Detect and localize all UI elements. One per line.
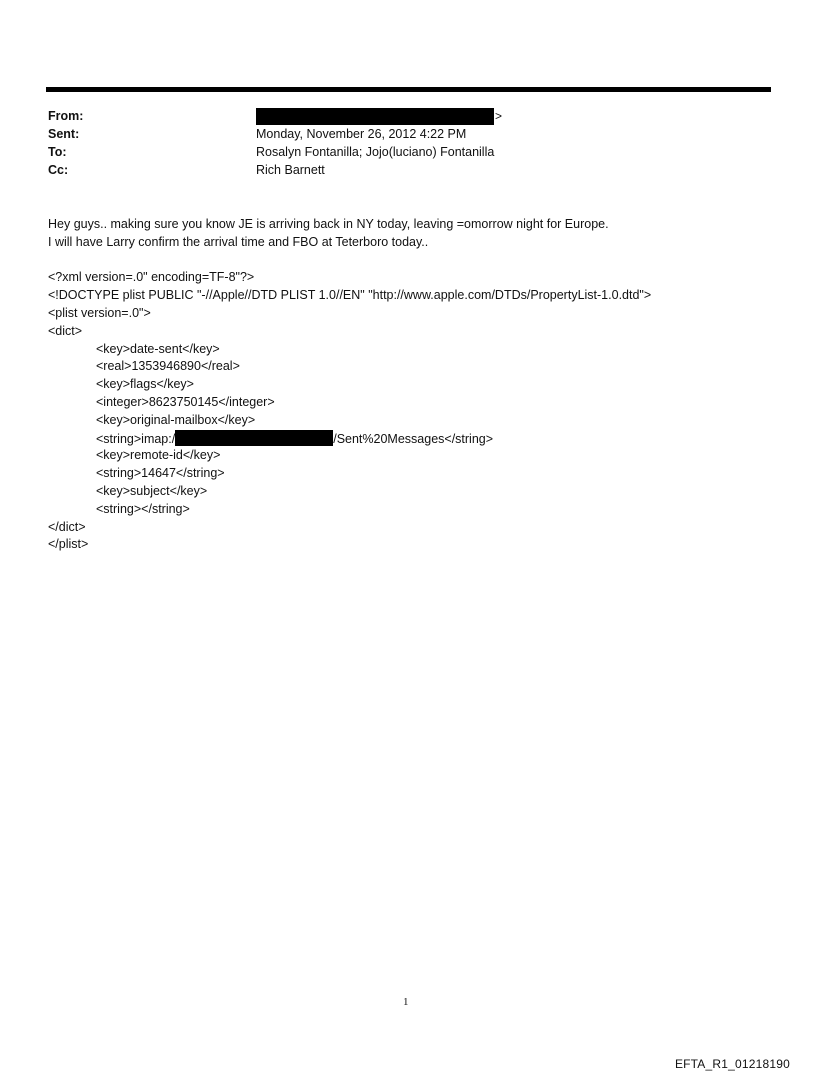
integer-value: <integer>8623750145</integer> — [96, 394, 275, 409]
string-imap-suffix: /Sent%20Messages</string> — [333, 431, 494, 446]
string-imap — [48, 430, 788, 448]
redaction-block — [175, 430, 333, 446]
key-original-mailbox: <key>original-mailbox</key> — [96, 412, 256, 427]
string-subject: <string></string> — [96, 501, 190, 516]
to-label: To: — [48, 145, 67, 159]
from-label: From: — [48, 109, 84, 123]
key-subject: <key>subject</key> — [96, 483, 208, 498]
cc-row — [48, 161, 748, 179]
dict-close: </dict> — [48, 519, 86, 534]
sent-value: Monday, November 26, 2012 4:22 PM — [256, 127, 467, 141]
body-line-2: I will have Larry confirm the arrival time and FBO at Teterboro today.. — [48, 234, 429, 249]
cc-label: Cc: — [48, 163, 69, 177]
to-row — [48, 143, 748, 161]
document-id: EFTA_R1_01218190 — [674, 1057, 790, 1071]
plist-open: <plist version=.0"> — [48, 305, 151, 320]
dict-open: <dict> — [48, 323, 83, 338]
email-body — [48, 216, 788, 554]
xml-declaration: <?xml version=.0" encoding=TF-8"?> — [48, 270, 255, 285]
sent-row — [48, 125, 748, 143]
to-value: Rosalyn Fontanilla; Jojo(luciano) Fontanilla — [256, 145, 495, 159]
key-flags: <key>flags</key> — [96, 377, 194, 392]
header-rule — [46, 87, 771, 92]
page-number: 1 — [403, 996, 409, 1008]
doctype-line: <!DOCTYPE plist PUBLIC "-//Apple//DTD PLIST 1.0//EN" "http://www.apple.com/DTDs/PropertyList-1.0.dtd"> — [48, 288, 652, 303]
from-row — [48, 107, 748, 125]
from-suffix: > — [495, 109, 503, 123]
real-value: <real>1353946890</real> — [96, 359, 240, 374]
string-remote-id: <string>14647</string> — [96, 466, 225, 481]
cc-value: Rich Barnett — [256, 163, 325, 177]
blank-line — [48, 252, 788, 270]
redaction-block — [256, 108, 494, 125]
plist-close: </plist> — [48, 537, 89, 552]
string-imap-prefix: <string>imap:/ — [96, 431, 176, 446]
sent-label: Sent: — [48, 127, 80, 141]
key-date-sent: <key>date-sent</key> — [96, 341, 220, 356]
email-header — [48, 107, 748, 179]
body-line-1: Hey guys.. making sure you know JE is arriving back in NY today, leaving =omorrow night for Europe. — [48, 217, 609, 231]
key-remote-id: <key>remote-id</key> — [96, 448, 221, 463]
from-value — [256, 107, 502, 125]
